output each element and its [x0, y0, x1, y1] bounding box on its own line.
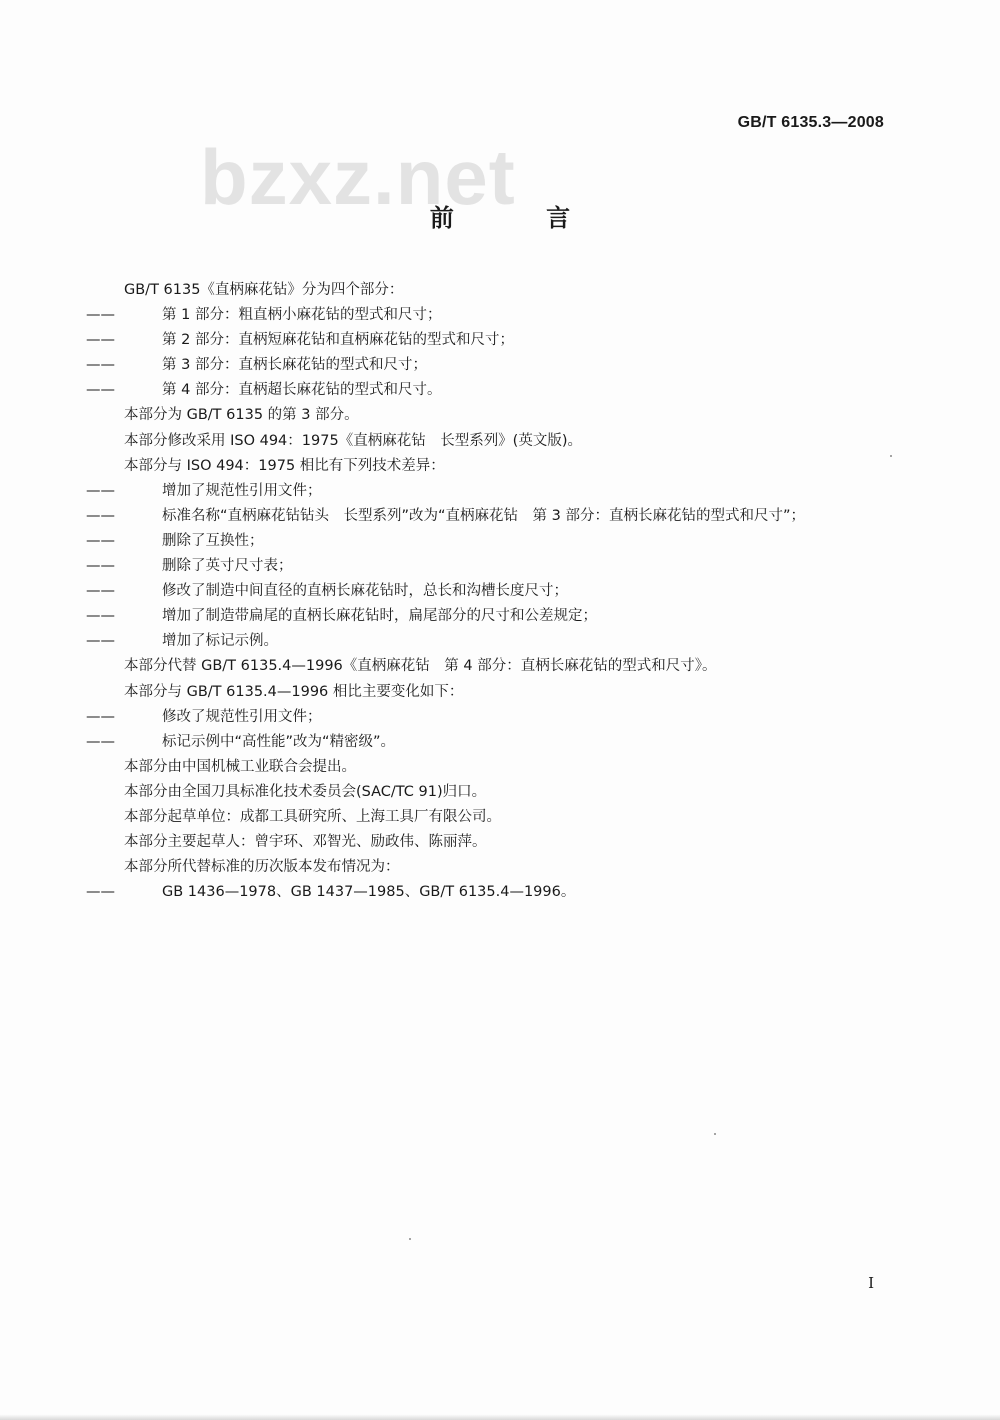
line-text: 第 1 部分：粗直柄小麻花钻的型式和尺寸；	[162, 307, 442, 324]
dash-list-item	[86, 705, 889, 730]
dash-list-item	[86, 303, 889, 328]
dash-list-item	[86, 629, 889, 654]
dash-list-item	[86, 880, 889, 905]
scan-speck	[714, 1133, 716, 1135]
dash-list-item	[86, 554, 889, 579]
line-text: 本部分所代替标准的历次版本发布情况为：	[124, 859, 400, 876]
line-text: 标记示例中“高性能”改为“精密级”。	[162, 733, 396, 750]
paragraph-line	[124, 780, 889, 805]
em-dash-bullet: ——	[86, 884, 115, 901]
em-dash-bullet: ——	[86, 633, 115, 650]
em-dash-bullet: ——	[86, 507, 115, 524]
dash-list-item	[86, 328, 889, 353]
line-text: 本部分代替 GB/T 6135.4—1996《直柄麻花钻 第 4 部分：直柄长麻花钻的型式和尺寸》。	[124, 658, 717, 675]
scan-speck	[409, 1238, 411, 1240]
dash-list-item	[86, 504, 889, 529]
line-text: 本部分由全国刀具标准化技术委员会(SAC/TC 91)归口。	[124, 783, 487, 800]
paragraph-line	[124, 855, 889, 880]
em-dash-bullet: ——	[86, 558, 115, 575]
em-dash-bullet: ——	[86, 307, 115, 324]
line-text: 本部分由中国机械工业联合会提出。	[124, 758, 356, 775]
paragraph-line	[124, 805, 889, 830]
line-text: 修改了制造中间直径的直柄长麻花钻时，总长和沟槽长度尺寸；	[162, 583, 568, 600]
line-text: 本部分与 ISO 494：1975 相比有下列技术差异：	[124, 457, 445, 474]
line-text: GB/T 6135《直柄麻花钻》分为四个部分：	[124, 282, 404, 298]
line-text: GB 1436—1978、GB 1437—1985、GB/T 6135.4—1996。	[162, 884, 576, 901]
em-dash-bullet: ——	[86, 708, 115, 725]
em-dash-bullet: ——	[86, 583, 115, 600]
dash-list-item	[86, 479, 889, 504]
dash-list-item	[86, 378, 889, 403]
line-text: 增加了制造带扁尾的直柄长麻花钻时，扁尾部分的尺寸和公差规定；	[162, 608, 597, 625]
standard-number: GB/T 6135.3—2008	[737, 114, 884, 131]
line-text: 标准名称“直柄麻花钻钻头 长型系列”改为“直柄麻花钻 第 3 部分：直柄长麻花钻的型式和尺寸”；	[162, 507, 805, 524]
dash-list-item	[86, 529, 889, 554]
em-dash-bullet: ——	[86, 357, 115, 374]
paragraph-line	[124, 830, 889, 855]
paragraph-line	[124, 654, 889, 679]
line-text: 本部分与 GB/T 6135.4—1996 相比主要变化如下：	[124, 683, 464, 700]
line-text: 本部分修改采用 ISO 494：1975《直柄麻花钻 长型系列》(英文版)。	[124, 432, 583, 449]
line-text: 删除了英寸尺寸表；	[162, 558, 293, 575]
line-text: 第 2 部分：直柄短麻花钻和直柄麻花钻的型式和尺寸；	[162, 332, 514, 349]
line-text: 第 4 部分：直柄超长麻花钻的型式和尺寸。	[162, 382, 442, 399]
em-dash-bullet: ——	[86, 532, 115, 549]
em-dash-bullet: ——	[86, 482, 115, 499]
em-dash-bullet: ——	[86, 733, 115, 750]
paragraph-line	[124, 680, 889, 705]
line-text: 第 3 部分：直柄长麻花钻的型式和尺寸；	[162, 357, 427, 374]
page-number: I	[868, 1274, 874, 1292]
page-title: 前 言	[429, 204, 613, 232]
line-text: 本部分起草单位：成都工具研究所、上海工具厂有限公司。	[124, 808, 501, 825]
line-text: 修改了规范性引用文件；	[162, 708, 322, 725]
dash-list-item	[86, 353, 889, 378]
em-dash-bullet: ——	[86, 382, 115, 399]
paragraph-line	[124, 755, 889, 780]
dash-list-item	[86, 730, 889, 755]
dash-list-item	[86, 604, 889, 629]
foreword-body	[86, 278, 889, 905]
line-text: 增加了规范性引用文件；	[162, 482, 322, 499]
dash-list-item	[86, 579, 889, 604]
line-text: 本部分为 GB/T 6135 的第 3 部分。	[124, 407, 359, 424]
page-edge	[0, 1414, 1000, 1420]
scan-speck	[890, 455, 892, 457]
em-dash-bullet: ——	[86, 608, 115, 625]
watermark-logo: bzxz.net	[200, 133, 516, 221]
paragraph-line	[124, 278, 889, 303]
line-text: 删除了互换性；	[162, 532, 264, 549]
paragraph-line	[124, 429, 889, 454]
paragraph-line	[124, 454, 889, 479]
em-dash-bullet: ——	[86, 332, 115, 349]
line-text: 增加了标记示例。	[162, 633, 278, 650]
paragraph-line	[124, 403, 889, 428]
line-text: 本部分主要起草人：曾宇环、邓智光、励政伟、陈丽萍。	[124, 834, 487, 851]
